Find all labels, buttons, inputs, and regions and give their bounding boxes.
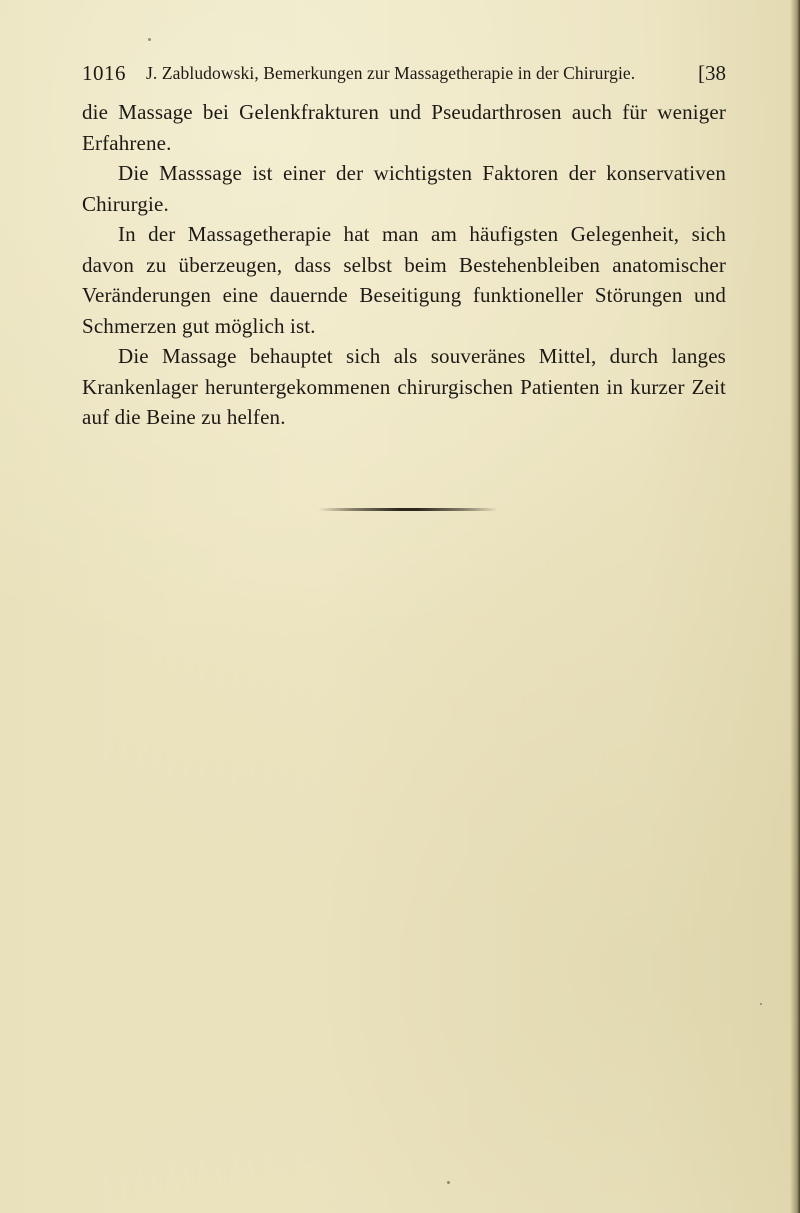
paragraph: In der Massagetherapie hat man am häufigsten Gelegenheit, sich davon zu überzeugen, dass selbst beim Bestehenbleiben anatomischer Veränderungen eine dauernde Beseitigung funktioneller Störungen und Schmerzen gut möglich ist. (82, 222, 726, 338)
page-edge-shadow (790, 0, 800, 1213)
paper-speck (148, 38, 151, 41)
page-number: 1016 (82, 61, 126, 85)
section-mark: [38 (698, 61, 726, 85)
running-head (82, 60, 742, 86)
paper-speck (447, 1181, 450, 1184)
paragraph: Die Massage behauptet sich als souveränes Mittel, durch langes Krankenlager heruntergekommenen chirurgischen Patienten in kurzer Zeit auf die Beine zu helfen. (82, 344, 726, 429)
paragraph: die Massage bei Gelenkfrakturen und Pseudarthrosen auch für weniger Erfahrene. (82, 100, 726, 155)
paragraph: Die Masssage ist einer der wichtigsten Faktoren der konservativen Chirurgie. (82, 161, 726, 216)
running-title: J. Zabludowski, Bemerkungen zur Massagetherapie in der Chirurgie. (146, 63, 636, 83)
body-text (82, 97, 726, 433)
end-rule (318, 508, 498, 511)
paper-speck (760, 1003, 762, 1005)
